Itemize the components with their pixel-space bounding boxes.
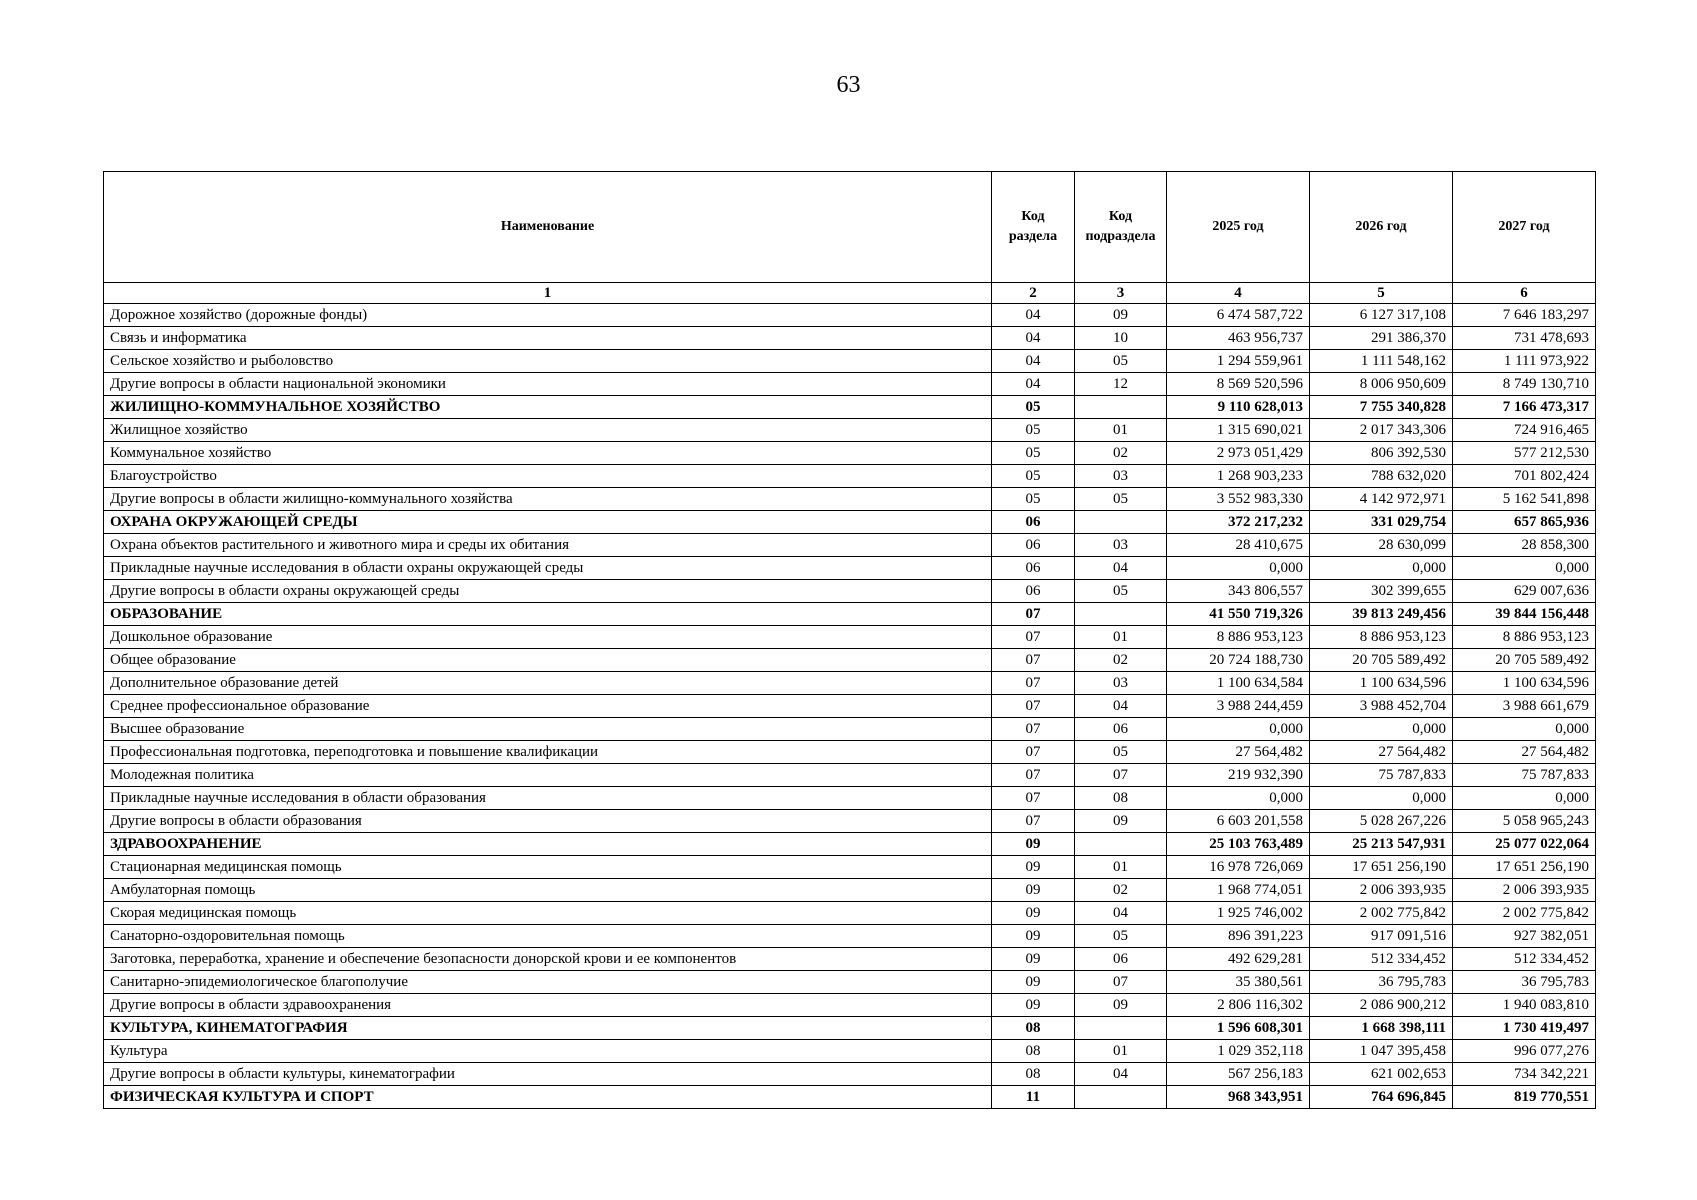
row-subsection-code: 07 xyxy=(1075,764,1167,787)
table-body xyxy=(104,304,1596,1109)
row-value-2026: 788 632,020 xyxy=(1310,465,1453,488)
row-section-code: 07 xyxy=(992,787,1075,810)
row-value-2026: 806 392,530 xyxy=(1310,442,1453,465)
row-value-2026: 6 127 317,108 xyxy=(1310,304,1453,327)
row-section-code: 06 xyxy=(992,534,1075,557)
row-name: Другие вопросы в области национальной экономики xyxy=(104,373,992,396)
row-section-code: 07 xyxy=(992,672,1075,695)
row-section-code: 08 xyxy=(992,1017,1075,1040)
row-value-2027: 629 007,636 xyxy=(1453,580,1596,603)
row-value-2026: 75 787,833 xyxy=(1310,764,1453,787)
row-name: Скорая медицинская помощь xyxy=(104,902,992,925)
row-subsection-code xyxy=(1075,1017,1167,1040)
row-value-2025: 1 294 559,961 xyxy=(1167,350,1310,373)
row-value-2027: 734 342,221 xyxy=(1453,1063,1596,1086)
row-value-2027: 996 077,276 xyxy=(1453,1040,1596,1063)
row-name: ОХРАНА ОКРУЖАЮЩЕЙ СРЕДЫ xyxy=(104,511,992,534)
header-2025: 2025 год xyxy=(1167,172,1310,283)
row-subsection-code xyxy=(1075,1086,1167,1109)
row-value-2025: 8 886 953,123 xyxy=(1167,626,1310,649)
row-name: Амбулаторная помощь xyxy=(104,879,992,902)
row-value-2025: 6 474 587,722 xyxy=(1167,304,1310,327)
row-section-code: 04 xyxy=(992,304,1075,327)
table-row xyxy=(104,304,1596,327)
row-name: Профессиональная подготовка, переподготовка и повышение квалификации xyxy=(104,741,992,764)
row-section-code: 08 xyxy=(992,1063,1075,1086)
row-section-code: 05 xyxy=(992,442,1075,465)
row-section-code: 05 xyxy=(992,396,1075,419)
row-name: Дорожное хозяйство (дорожные фонды) xyxy=(104,304,992,327)
row-value-2027: 724 916,465 xyxy=(1453,419,1596,442)
row-subsection-code: 05 xyxy=(1075,741,1167,764)
row-value-2026: 2 006 393,935 xyxy=(1310,879,1453,902)
row-subsection-code: 02 xyxy=(1075,879,1167,902)
table-section-row xyxy=(104,396,1596,419)
row-section-code: 04 xyxy=(992,327,1075,350)
row-value-2027: 657 865,936 xyxy=(1453,511,1596,534)
table-section-row xyxy=(104,1086,1596,1109)
table-row xyxy=(104,810,1596,833)
row-name: Другие вопросы в области здравоохранения xyxy=(104,994,992,1017)
row-name: Сельское хозяйство и рыболовство xyxy=(104,350,992,373)
row-subsection-code: 07 xyxy=(1075,971,1167,994)
row-value-2026: 20 705 589,492 xyxy=(1310,649,1453,672)
row-value-2026: 8 006 950,609 xyxy=(1310,373,1453,396)
row-value-2025: 492 629,281 xyxy=(1167,948,1310,971)
row-value-2026: 17 651 256,190 xyxy=(1310,856,1453,879)
row-value-2027: 577 212,530 xyxy=(1453,442,1596,465)
row-section-code: 09 xyxy=(992,833,1075,856)
row-value-2025: 1 315 690,021 xyxy=(1167,419,1310,442)
row-value-2027: 39 844 156,448 xyxy=(1453,603,1596,626)
row-name: Прикладные научные исследования в области образования xyxy=(104,787,992,810)
row-name: ЖИЛИЩНО-КОММУНАЛЬНОЕ ХОЗЯЙСТВО xyxy=(104,396,992,419)
header-name: Наименование xyxy=(104,172,992,283)
row-value-2026: 5 028 267,226 xyxy=(1310,810,1453,833)
table-row xyxy=(104,534,1596,557)
row-value-2025: 9 110 628,013 xyxy=(1167,396,1310,419)
row-value-2026: 36 795,783 xyxy=(1310,971,1453,994)
table-row xyxy=(104,557,1596,580)
row-section-code: 09 xyxy=(992,948,1075,971)
table-section-row xyxy=(104,1017,1596,1040)
table-row xyxy=(104,856,1596,879)
row-name: Связь и информатика xyxy=(104,327,992,350)
row-name: Благоустройство xyxy=(104,465,992,488)
column-number: 6 xyxy=(1453,283,1596,304)
row-value-2025: 2 973 051,429 xyxy=(1167,442,1310,465)
row-value-2026: 7 755 340,828 xyxy=(1310,396,1453,419)
row-section-code: 08 xyxy=(992,1040,1075,1063)
row-subsection-code: 05 xyxy=(1075,350,1167,373)
row-subsection-code: 02 xyxy=(1075,649,1167,672)
table-row xyxy=(104,580,1596,603)
header-subsection-code: Код подраздела xyxy=(1075,172,1167,283)
row-section-code: 05 xyxy=(992,465,1075,488)
row-value-2026: 917 091,516 xyxy=(1310,925,1453,948)
row-section-code: 09 xyxy=(992,879,1075,902)
row-value-2027: 20 705 589,492 xyxy=(1453,649,1596,672)
row-subsection-code: 04 xyxy=(1075,902,1167,925)
table-row xyxy=(104,787,1596,810)
row-subsection-code: 03 xyxy=(1075,534,1167,557)
row-value-2026: 27 564,482 xyxy=(1310,741,1453,764)
table-row xyxy=(104,718,1596,741)
row-value-2026: 25 213 547,931 xyxy=(1310,833,1453,856)
row-value-2025: 343 806,557 xyxy=(1167,580,1310,603)
row-value-2027: 17 651 256,190 xyxy=(1453,856,1596,879)
row-value-2025: 0,000 xyxy=(1167,718,1310,741)
row-name: Санитарно-эпидемиологическое благополучие xyxy=(104,971,992,994)
row-value-2027: 3 988 661,679 xyxy=(1453,695,1596,718)
row-subsection-code: 03 xyxy=(1075,465,1167,488)
table-row xyxy=(104,948,1596,971)
row-subsection-code: 08 xyxy=(1075,787,1167,810)
row-value-2025: 1 100 634,584 xyxy=(1167,672,1310,695)
row-subsection-code: 01 xyxy=(1075,1040,1167,1063)
row-subsection-code xyxy=(1075,833,1167,856)
row-section-code: 07 xyxy=(992,741,1075,764)
row-value-2025: 3 552 983,330 xyxy=(1167,488,1310,511)
row-subsection-code: 06 xyxy=(1075,718,1167,741)
row-value-2027: 7 166 473,317 xyxy=(1453,396,1596,419)
row-subsection-code: 05 xyxy=(1075,580,1167,603)
row-value-2025: 0,000 xyxy=(1167,787,1310,810)
row-value-2025: 372 217,232 xyxy=(1167,511,1310,534)
row-value-2025: 2 806 116,302 xyxy=(1167,994,1310,1017)
row-value-2025: 896 391,223 xyxy=(1167,925,1310,948)
row-section-code: 07 xyxy=(992,810,1075,833)
table-row xyxy=(104,465,1596,488)
table-header-row xyxy=(104,172,1596,283)
row-value-2027: 36 795,783 xyxy=(1453,971,1596,994)
row-name: ЗДРАВООХРАНЕНИЕ xyxy=(104,833,992,856)
row-value-2025: 219 932,390 xyxy=(1167,764,1310,787)
row-value-2026: 1 047 395,458 xyxy=(1310,1040,1453,1063)
row-subsection-code: 04 xyxy=(1075,1063,1167,1086)
row-name: Санаторно-оздоровительная помощь xyxy=(104,925,992,948)
row-value-2027: 7 646 183,297 xyxy=(1453,304,1596,327)
row-value-2027: 0,000 xyxy=(1453,787,1596,810)
row-subsection-code: 05 xyxy=(1075,925,1167,948)
table-row xyxy=(104,1040,1596,1063)
row-value-2026: 39 813 249,456 xyxy=(1310,603,1453,626)
table-section-row xyxy=(104,603,1596,626)
row-subsection-code: 01 xyxy=(1075,626,1167,649)
row-name: Прикладные научные исследования в области охраны окружающей среды xyxy=(104,557,992,580)
budget-table xyxy=(103,171,1596,1109)
row-value-2027: 1 940 083,810 xyxy=(1453,994,1596,1017)
row-section-code: 04 xyxy=(992,350,1075,373)
row-section-code: 07 xyxy=(992,603,1075,626)
row-value-2026: 764 696,845 xyxy=(1310,1086,1453,1109)
row-value-2025: 28 410,675 xyxy=(1167,534,1310,557)
row-subsection-code xyxy=(1075,511,1167,534)
row-section-code: 06 xyxy=(992,580,1075,603)
row-name: Заготовка, переработка, хранение и обеспечение безопасности донорской крови и ее компонентов xyxy=(104,948,992,971)
row-value-2025: 16 978 726,069 xyxy=(1167,856,1310,879)
row-subsection-code: 02 xyxy=(1075,442,1167,465)
row-subsection-code xyxy=(1075,396,1167,419)
row-value-2027: 2 006 393,935 xyxy=(1453,879,1596,902)
row-section-code: 06 xyxy=(992,557,1075,580)
row-value-2025: 8 569 520,596 xyxy=(1167,373,1310,396)
row-value-2027: 25 077 022,064 xyxy=(1453,833,1596,856)
row-name: Стационарная медицинская помощь xyxy=(104,856,992,879)
row-section-code: 07 xyxy=(992,695,1075,718)
row-name: ФИЗИЧЕСКАЯ КУЛЬТУРА И СПОРТ xyxy=(104,1086,992,1109)
row-subsection-code: 09 xyxy=(1075,994,1167,1017)
table-row xyxy=(104,902,1596,925)
column-number: 4 xyxy=(1167,283,1310,304)
row-value-2025: 41 550 719,326 xyxy=(1167,603,1310,626)
row-name: Другие вопросы в области жилищно-коммунального хозяйства xyxy=(104,488,992,511)
row-value-2026: 28 630,099 xyxy=(1310,534,1453,557)
row-value-2027: 8 886 953,123 xyxy=(1453,626,1596,649)
row-value-2025: 35 380,561 xyxy=(1167,971,1310,994)
row-name: Общее образование xyxy=(104,649,992,672)
row-value-2027: 1 100 634,596 xyxy=(1453,672,1596,695)
row-subsection-code: 04 xyxy=(1075,695,1167,718)
row-value-2027: 2 002 775,842 xyxy=(1453,902,1596,925)
row-value-2026: 8 886 953,123 xyxy=(1310,626,1453,649)
row-name: Другие вопросы в области охраны окружающей среды xyxy=(104,580,992,603)
row-subsection-code: 09 xyxy=(1075,304,1167,327)
row-subsection-code: 01 xyxy=(1075,856,1167,879)
row-subsection-code: 03 xyxy=(1075,672,1167,695)
row-subsection-code: 12 xyxy=(1075,373,1167,396)
row-name: Дополнительное образование детей xyxy=(104,672,992,695)
row-subsection-code: 09 xyxy=(1075,810,1167,833)
row-value-2026: 0,000 xyxy=(1310,787,1453,810)
row-value-2027: 512 334,452 xyxy=(1453,948,1596,971)
row-section-code: 09 xyxy=(992,856,1075,879)
row-subsection-code: 05 xyxy=(1075,488,1167,511)
row-subsection-code: 04 xyxy=(1075,557,1167,580)
row-name: Молодежная политика xyxy=(104,764,992,787)
row-value-2026: 1 100 634,596 xyxy=(1310,672,1453,695)
table-row xyxy=(104,327,1596,350)
row-value-2025: 1 029 352,118 xyxy=(1167,1040,1310,1063)
table-row xyxy=(104,672,1596,695)
row-value-2027: 701 802,424 xyxy=(1453,465,1596,488)
row-name: Дошкольное образование xyxy=(104,626,992,649)
row-name: Другие вопросы в области образования xyxy=(104,810,992,833)
row-value-2025: 3 988 244,459 xyxy=(1167,695,1310,718)
table-row xyxy=(104,994,1596,1017)
table-section-row xyxy=(104,511,1596,534)
row-value-2027: 27 564,482 xyxy=(1453,741,1596,764)
table-row xyxy=(104,695,1596,718)
table-row xyxy=(104,488,1596,511)
row-value-2025: 1 596 608,301 xyxy=(1167,1017,1310,1040)
row-value-2026: 1 111 548,162 xyxy=(1310,350,1453,373)
row-value-2027: 8 749 130,710 xyxy=(1453,373,1596,396)
header-2026: 2026 год xyxy=(1310,172,1453,283)
table-row xyxy=(104,764,1596,787)
row-section-code: 09 xyxy=(992,925,1075,948)
row-value-2026: 621 002,653 xyxy=(1310,1063,1453,1086)
table-row xyxy=(104,741,1596,764)
row-value-2025: 1 925 746,002 xyxy=(1167,902,1310,925)
row-value-2026: 0,000 xyxy=(1310,718,1453,741)
row-value-2027: 1 730 419,497 xyxy=(1453,1017,1596,1040)
row-section-code: 07 xyxy=(992,718,1075,741)
row-name: Охрана объектов растительного и животного мира и среды их обитания xyxy=(104,534,992,557)
row-section-code: 09 xyxy=(992,994,1075,1017)
row-value-2026: 512 334,452 xyxy=(1310,948,1453,971)
row-value-2026: 2 086 900,212 xyxy=(1310,994,1453,1017)
row-value-2027: 75 787,833 xyxy=(1453,764,1596,787)
header-section-code: Код раздела xyxy=(992,172,1075,283)
row-name: Среднее профессиональное образование xyxy=(104,695,992,718)
row-value-2025: 25 103 763,489 xyxy=(1167,833,1310,856)
table-row xyxy=(104,649,1596,672)
table-section-row xyxy=(104,833,1596,856)
column-number: 3 xyxy=(1075,283,1167,304)
row-section-code: 05 xyxy=(992,488,1075,511)
row-value-2025: 463 956,737 xyxy=(1167,327,1310,350)
table-row xyxy=(104,971,1596,994)
table-row xyxy=(104,626,1596,649)
row-value-2026: 291 386,370 xyxy=(1310,327,1453,350)
row-value-2027: 1 111 973,922 xyxy=(1453,350,1596,373)
column-number: 5 xyxy=(1310,283,1453,304)
row-value-2027: 5 058 965,243 xyxy=(1453,810,1596,833)
row-section-code: 07 xyxy=(992,649,1075,672)
row-section-code: 05 xyxy=(992,419,1075,442)
row-value-2026: 3 988 452,704 xyxy=(1310,695,1453,718)
row-section-code: 07 xyxy=(992,764,1075,787)
row-subsection-code xyxy=(1075,603,1167,626)
row-subsection-code: 10 xyxy=(1075,327,1167,350)
row-value-2026: 1 668 398,111 xyxy=(1310,1017,1453,1040)
row-value-2026: 0,000 xyxy=(1310,557,1453,580)
header-2027: 2027 год xyxy=(1453,172,1596,283)
row-name: Другие вопросы в области культуры, кинематографии xyxy=(104,1063,992,1086)
row-section-code: 07 xyxy=(992,626,1075,649)
row-value-2027: 819 770,551 xyxy=(1453,1086,1596,1109)
table-row xyxy=(104,879,1596,902)
column-number: 1 xyxy=(104,283,992,304)
row-name: Культура xyxy=(104,1040,992,1063)
column-number: 2 xyxy=(992,283,1075,304)
row-subsection-code: 01 xyxy=(1075,419,1167,442)
row-section-code: 06 xyxy=(992,511,1075,534)
page-number: 63 xyxy=(836,72,861,98)
row-name: Коммунальное хозяйство xyxy=(104,442,992,465)
row-value-2027: 0,000 xyxy=(1453,718,1596,741)
row-section-code: 04 xyxy=(992,373,1075,396)
row-value-2026: 2 002 775,842 xyxy=(1310,902,1453,925)
row-value-2027: 731 478,693 xyxy=(1453,327,1596,350)
row-name: Высшее образование xyxy=(104,718,992,741)
table-row xyxy=(104,373,1596,396)
row-value-2026: 2 017 343,306 xyxy=(1310,419,1453,442)
row-name: Жилищное хозяйство xyxy=(104,419,992,442)
row-section-code: 11 xyxy=(992,1086,1075,1109)
row-section-code: 09 xyxy=(992,902,1075,925)
row-value-2025: 567 256,183 xyxy=(1167,1063,1310,1086)
row-value-2025: 0,000 xyxy=(1167,557,1310,580)
table-row xyxy=(104,442,1596,465)
column-number-row xyxy=(104,283,1596,304)
row-value-2027: 28 858,300 xyxy=(1453,534,1596,557)
row-name: КУЛЬТУРА, КИНЕМАТОГРАФИЯ xyxy=(104,1017,992,1040)
row-value-2027: 5 162 541,898 xyxy=(1453,488,1596,511)
row-value-2025: 1 968 774,051 xyxy=(1167,879,1310,902)
row-subsection-code: 06 xyxy=(1075,948,1167,971)
row-value-2027: 927 382,051 xyxy=(1453,925,1596,948)
row-value-2026: 302 399,655 xyxy=(1310,580,1453,603)
table-row xyxy=(104,1063,1596,1086)
row-name: ОБРАЗОВАНИЕ xyxy=(104,603,992,626)
row-value-2025: 968 343,951 xyxy=(1167,1086,1310,1109)
row-value-2026: 331 029,754 xyxy=(1310,511,1453,534)
row-value-2025: 27 564,482 xyxy=(1167,741,1310,764)
table-row xyxy=(104,419,1596,442)
table-row xyxy=(104,925,1596,948)
row-value-2025: 20 724 188,730 xyxy=(1167,649,1310,672)
row-section-code: 09 xyxy=(992,971,1075,994)
row-value-2026: 4 142 972,971 xyxy=(1310,488,1453,511)
row-value-2025: 1 268 903,233 xyxy=(1167,465,1310,488)
row-value-2025: 6 603 201,558 xyxy=(1167,810,1310,833)
row-value-2027: 0,000 xyxy=(1453,557,1596,580)
table-row xyxy=(104,350,1596,373)
